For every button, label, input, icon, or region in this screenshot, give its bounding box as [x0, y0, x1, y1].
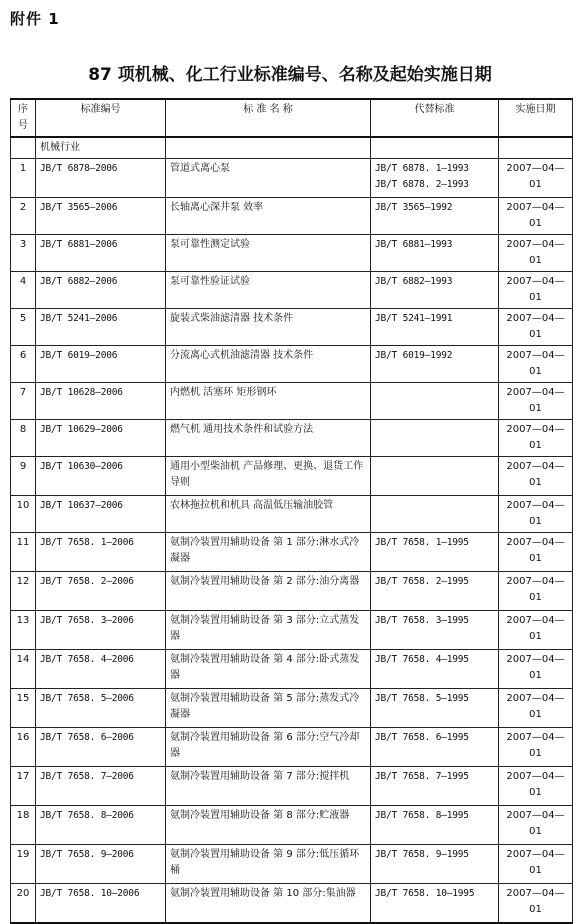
replaced-standard-code: JB/T 7658. 4—1995	[375, 654, 469, 665]
row-standard-code: JB/T 10630—2006	[36, 457, 166, 496]
replaced-standard-code: JB/T 7658. 9—1995	[375, 849, 469, 860]
row-standard-name: 长轴离心深井泵 效率	[166, 198, 371, 235]
row-serial: 9	[11, 457, 36, 496]
table-row	[11, 496, 573, 533]
row-serial: 10	[11, 496, 36, 533]
row-serial: 11	[11, 533, 36, 572]
row-standard-code: JB/T 10637—2006	[36, 496, 166, 533]
row-serial: 19	[11, 845, 36, 884]
row-replaced-standard	[371, 420, 499, 457]
replaced-standard-code: JB/T 7658. 2—1995	[375, 576, 469, 587]
row-serial: 5	[11, 309, 36, 346]
row-serial: 6	[11, 346, 36, 383]
row-replaced-standard	[371, 235, 499, 272]
row-effective-date: 2007—04—01	[499, 159, 573, 198]
row-standard-code: JB/T 6019—2006	[36, 346, 166, 383]
row-standard-name: 泵可靠性验证试验	[166, 272, 371, 309]
row-standard-name: 氨制冷装置用辅助设备 第 5 部分:蒸发式冷凝器	[166, 689, 371, 728]
row-replaced-standard	[371, 198, 499, 235]
row-standard-code: JB/T 7658. 2—2006	[36, 572, 166, 611]
table-row	[11, 689, 573, 728]
table-row	[11, 728, 573, 767]
row-replaced-standard	[371, 845, 499, 884]
row-standard-name: 旋装式柴油滤清器 技术条件	[166, 309, 371, 346]
row-standard-name: 分流离心式机油滤清器 技术条件	[166, 346, 371, 383]
row-standard-name: 内燃机 活塞环 矩形钢环	[166, 383, 371, 420]
row-effective-date: 2007—04—01	[499, 346, 573, 383]
row-effective-date: 2007—04—01	[499, 572, 573, 611]
row-replaced-standard	[371, 572, 499, 611]
table-row	[11, 159, 573, 198]
row-effective-date: 2007—04—01	[499, 884, 573, 924]
row-replaced-standard	[371, 159, 499, 198]
row-effective-date: 2007—04—01	[499, 383, 573, 420]
row-standard-code: JB/T 7658. 4—2006	[36, 650, 166, 689]
row-standard-code: JB/T 6878—2006	[36, 159, 166, 198]
row-standard-name: 氨制冷装置用辅助设备 第 10 部分:集油器	[166, 884, 371, 924]
row-standard-code: JB/T 10628—2006	[36, 383, 166, 420]
table-row	[11, 533, 573, 572]
row-standard-code: JB/T 7658. 1—2006	[36, 533, 166, 572]
section-blank-cell	[499, 137, 573, 159]
row-effective-date: 2007—04—01	[499, 806, 573, 845]
replaced-standard-code: JB/T 6878. 1—1993	[375, 163, 469, 174]
row-serial: 2	[11, 198, 36, 235]
row-effective-date: 2007—04—01	[499, 611, 573, 650]
row-serial: 7	[11, 383, 36, 420]
row-effective-date: 2007—04—01	[499, 533, 573, 572]
row-serial: 12	[11, 572, 36, 611]
row-replaced-standard	[371, 728, 499, 767]
header-standard-name: 标 准 名 称	[166, 99, 371, 137]
row-standard-name: 氨制冷装置用辅助设备 第 6 部分:空气冷却器	[166, 728, 371, 767]
replaced-standard-code: JB/T 6882—1993	[375, 276, 453, 287]
table-row	[11, 383, 573, 420]
row-replaced-standard	[371, 806, 499, 845]
section-blank-cell	[371, 137, 499, 159]
row-serial: 1	[11, 159, 36, 198]
table-row	[11, 611, 573, 650]
table-row	[11, 767, 573, 806]
row-standard-code: JB/T 7658. 5—2006	[36, 689, 166, 728]
row-standard-name: 氨制冷装置用辅助设备 第 4 部分:卧式蒸发器	[166, 650, 371, 689]
replaced-standard-code: JB/T 6019—1992	[375, 350, 453, 361]
replaced-standard-code: JB/T 7658. 1—1995	[375, 537, 469, 548]
replaced-standard-code: JB/T 6881—1993	[375, 239, 453, 250]
replaced-standard-code: JB/T 7658. 5—1995	[375, 693, 469, 704]
replaced-standard-code: JB/T 6878. 2—1993	[375, 179, 469, 190]
row-effective-date: 2007—04—01	[499, 496, 573, 533]
document-title: 87 项机械、化工行业标准编号、名称及起始实施日期	[88, 65, 492, 85]
row-standard-name: 氨制冷装置用辅助设备 第 9 部分:低压循环桶	[166, 845, 371, 884]
header-replaced-standard: 代替标准	[371, 99, 499, 137]
section-row	[11, 137, 573, 159]
row-effective-date: 2007—04—01	[499, 235, 573, 272]
row-serial: 3	[11, 235, 36, 272]
row-effective-date: 2007—04—01	[499, 272, 573, 309]
row-effective-date: 2007—04—01	[499, 457, 573, 496]
row-standard-code: JB/T 3565—2006	[36, 198, 166, 235]
table-row	[11, 198, 573, 235]
row-standard-code: JB/T 7658. 7—2006	[36, 767, 166, 806]
row-effective-date: 2007—04—01	[499, 728, 573, 767]
row-replaced-standard	[371, 767, 499, 806]
table-row	[11, 806, 573, 845]
row-replaced-standard	[371, 383, 499, 420]
row-standard-code: JB/T 7658. 3—2006	[36, 611, 166, 650]
row-replaced-standard	[371, 272, 499, 309]
section-blank-cell	[166, 137, 371, 159]
row-standard-code: JB/T 7658. 8—2006	[36, 806, 166, 845]
replaced-standard-code: JB/T 7658. 6—1995	[375, 732, 469, 743]
table-row	[11, 884, 573, 924]
row-standard-name: 泵可靠性测定试验	[166, 235, 371, 272]
replaced-standard-code: JB/T 3565—1992	[375, 202, 453, 213]
row-replaced-standard	[371, 309, 499, 346]
row-standard-code: JB/T 6881—2006	[36, 235, 166, 272]
row-standard-code: JB/T 7658. 6—2006	[36, 728, 166, 767]
row-standard-code: JB/T 7658. 9—2006	[36, 845, 166, 884]
row-effective-date: 2007—04—01	[499, 420, 573, 457]
row-standard-name: 氨制冷装置用辅助设备 第 3 部分:立式蒸发器	[166, 611, 371, 650]
header-effective-date: 实施日期	[499, 99, 573, 137]
row-serial: 20	[11, 884, 36, 924]
row-standard-code: JB/T 7658. 10—2006	[36, 884, 166, 924]
row-standard-name: 通用小型柴油机 产品修理、更换、退货工作导则	[166, 457, 371, 496]
row-replaced-standard	[371, 496, 499, 533]
row-serial: 14	[11, 650, 36, 689]
row-standard-name: 氨制冷装置用辅助设备 第 7 部分:搅拌机	[166, 767, 371, 806]
section-blank-cell	[11, 137, 36, 159]
row-standard-name: 管道式离心泵	[166, 159, 371, 198]
row-effective-date: 2007—04—01	[499, 767, 573, 806]
row-serial: 4	[11, 272, 36, 309]
table-row	[11, 420, 573, 457]
row-serial: 13	[11, 611, 36, 650]
row-serial: 8	[11, 420, 36, 457]
row-effective-date: 2007—04—01	[499, 689, 573, 728]
table-row	[11, 572, 573, 611]
replaced-standard-code: JB/T 7658. 10—1995	[375, 888, 475, 899]
row-replaced-standard	[371, 884, 499, 924]
section-label: 机械行业	[36, 137, 166, 159]
table-row	[11, 650, 573, 689]
row-replaced-standard	[371, 346, 499, 383]
row-standard-code: JB/T 5241—2006	[36, 309, 166, 346]
row-effective-date: 2007—04—01	[499, 309, 573, 346]
row-standard-name: 氨制冷装置用辅助设备 第 8 部分:贮液器	[166, 806, 371, 845]
row-replaced-standard	[371, 457, 499, 496]
row-replaced-standard	[371, 533, 499, 572]
row-serial: 16	[11, 728, 36, 767]
row-standard-name: 燃气机 通用技术条件和试验方法	[166, 420, 371, 457]
row-replaced-standard	[371, 611, 499, 650]
header-standard-code: 标准编号	[36, 99, 166, 137]
replaced-standard-code: JB/T 5241—1991	[375, 313, 453, 324]
table-header-row	[11, 99, 573, 137]
annex-label: 附件 1	[10, 10, 60, 28]
table-row	[11, 235, 573, 272]
standards-table	[10, 98, 573, 924]
row-standard-name: 农林拖拉机和机具 高温低压输油胶管	[166, 496, 371, 533]
row-effective-date: 2007—04—01	[499, 845, 573, 884]
row-serial: 18	[11, 806, 36, 845]
replaced-standard-code: JB/T 7658. 7—1995	[375, 771, 469, 782]
table-row	[11, 845, 573, 884]
row-serial: 17	[11, 767, 36, 806]
replaced-standard-code: JB/T 7658. 3—1995	[375, 615, 469, 626]
row-replaced-standard	[371, 650, 499, 689]
table-row	[11, 309, 573, 346]
row-standard-code: JB/T 6882—2006	[36, 272, 166, 309]
table-row	[11, 457, 573, 496]
row-standard-name: 氨制冷装置用辅助设备 第 1 部分:淋水式冷凝器	[166, 533, 371, 572]
replaced-standard-code: JB/T 7658. 8—1995	[375, 810, 469, 821]
table-row	[11, 272, 573, 309]
row-standard-name: 氨制冷装置用辅助设备 第 2 部分:油分离器	[166, 572, 371, 611]
row-serial: 15	[11, 689, 36, 728]
row-replaced-standard	[371, 689, 499, 728]
row-effective-date: 2007—04—01	[499, 650, 573, 689]
row-effective-date: 2007—04—01	[499, 198, 573, 235]
header-serial: 序号	[11, 99, 36, 137]
table-row	[11, 346, 573, 383]
row-standard-code: JB/T 10629—2006	[36, 420, 166, 457]
